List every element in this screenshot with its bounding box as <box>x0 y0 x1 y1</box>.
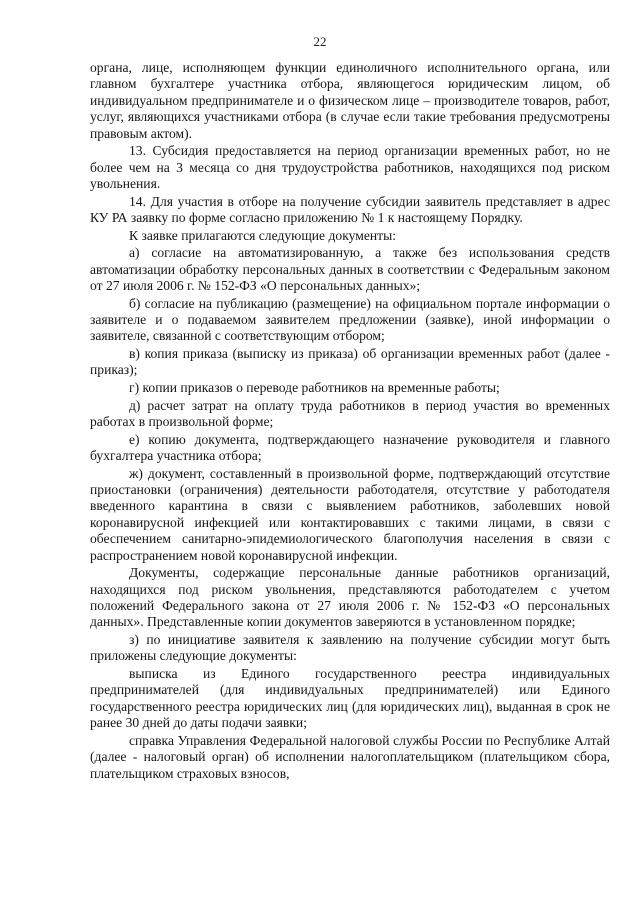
document-body <box>90 60 610 783</box>
paragraph-4: а) согласие на автоматизированную, а также без использования средств автоматизации обработку персональных данных в соответствии с Федеральным законом от 27 июля 2006 г. № 152-ФЗ «О персональных данных»; <box>90 245 610 294</box>
paragraph-8: д) расчет затрат на оплату труда работников в период участия во временных работах в произвольной форме; <box>90 397 610 430</box>
paragraph-5: б) согласие на публикацию (размещение) на официальном портале информации о заявителе и о подаваемом заявителем предложении (заявке), иной информации о заявителе, связанной с соответствующим отбором; <box>90 295 610 344</box>
paragraph-6: в) копия приказа (выписку из приказа) об организации временных работ (далее - приказ); <box>90 346 610 378</box>
paragraph-13: выписка из Единого государственного реестра индивидуальных предпринимателей (для индивидуальных предпринимателей) или Единого государственного реестра юридических лиц (для юридических лиц), выданная в срок не ранее 30 дней до даты подачи заявки; <box>90 666 610 731</box>
paragraph-2: 14. Для участия в отборе на получение субсидии заявитель представляет в адрес КУ РА заявку по форме согласно приложению № 1 к настоящему Порядку. <box>90 193 610 226</box>
paragraph-9: е) копию документа, подтверждающего назначение руководителя и главного бухгалтера участника отбора; <box>90 431 610 464</box>
paragraph-11: Документы, содержащие персональные данные работников организаций, находящихся под риском увольнения, представляются работодателем с учетом положений Федерального закона от 27 июля 2006 г. № 152-ФЗ «О персональных данных». Представленные копии документов заверяются в установленном порядке; <box>90 565 610 630</box>
paragraph-12: з) по инициативе заявителя к заявлению на получение субсидии могут быть приложены следующие документы: <box>90 632 610 664</box>
paragraph-10: ж) документ, составленный в произвольной форме, подтверждающий отсутствие приостановки (ограничения) деятельности работодателя, отсутствие у работодателя введенного карантина в связи с выявлением работников, заболевших новой коронавирусной инфекцией или контактировавших с такими лицами, в связи с обеспечением санитарно-эпидемиологического благополучия населения в связи с распространением новой коронавирусной инфекции. <box>90 465 610 563</box>
paragraph-0: органа, лице, исполняющем функции единоличного исполнительного органа, или главном бухгалтере участника отбора, являющегося юридическим лицом, об индивидуальном предпринимателе и о физическом лице – производителе товаров, работ, услуг, являющихся участниками отбора (в случае если такие требования предусмотрены правовым актом). <box>90 60 610 141</box>
paragraph-7: г) копии приказов о переводе работников на временные работы; <box>129 380 500 396</box>
page-number: 22 <box>313 34 327 49</box>
paragraph-1: 13. Субсидия предоставляется на период организации временных работ, но не более чем на 3 месяца со дня трудоустройства работников, находящихся под риском увольнения. <box>90 143 610 192</box>
paragraph-14: справка Управления Федеральной налоговой службы России по Республике Алтай (далее - налоговый орган) об исполнении налогоплательщиком (плательщиком сбора, плательщиком страховых взносов, <box>90 732 610 781</box>
paragraph-3: К заявке прилагаются следующие документы: <box>129 227 396 243</box>
